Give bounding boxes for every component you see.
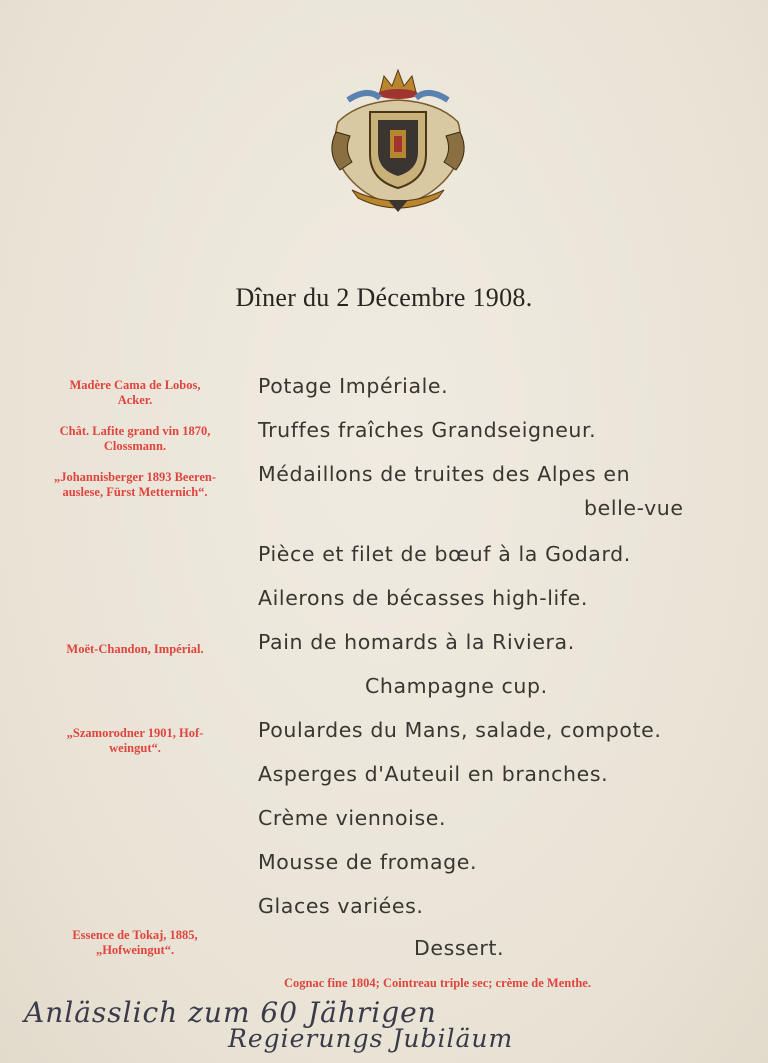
menu-dish: Dessert. — [414, 936, 505, 960]
menu-dish-continuation: belle-vue — [584, 496, 684, 520]
wine-pairing — [22, 470, 248, 500]
wine-pairing — [22, 642, 248, 657]
menu-dish: Pièce et filet de bœuf à la Godard. — [258, 542, 631, 566]
wine-line: Chât. Lafite grand vin 1870, — [59, 424, 211, 438]
menu-dish: Crème viennoise. — [258, 806, 447, 830]
wine-pairing — [22, 378, 248, 408]
wine-line: „Johannisberger 1893 Beeren- — [53, 470, 217, 484]
wine-line: auslese, Fürst Metternich“. — [62, 485, 208, 499]
wine-line: Madère Cama de Lobos, — [69, 378, 201, 392]
menu-dish: Champagne cup. — [365, 674, 548, 698]
wine-line: Clossmann. — [103, 439, 167, 453]
coat-of-arms-icon — [318, 62, 478, 214]
wine-line: „Hofweingut“. — [95, 943, 175, 957]
wine-line: Essence de Tokaj, 1885, — [72, 928, 198, 942]
menu-dish: Poulardes du Mans, salade, compote. — [258, 718, 662, 742]
footer-liqueurs: Cognac fine 1804; Cointreau triple sec; crème de Menthe. — [284, 976, 591, 990]
wine-line: „Szamorodner 1901, Hof- — [66, 726, 204, 740]
menu-dish: Pain de homards à la Riviera. — [258, 630, 575, 654]
handwritten-note-line: Anlässlich zum 60 Jährigen — [24, 996, 437, 1029]
menu-dish: Médaillons de truites des Alpes en — [258, 462, 631, 486]
menu-dish: Asperges d'Auteuil en branches. — [258, 762, 609, 786]
menu-dish: Potage Impériale. — [258, 374, 449, 398]
menu-dish: Truffes fraîches Grandseigneur. — [258, 418, 597, 442]
page-title: Dîner du 2 Décembre 1908. — [235, 283, 533, 312]
menu-dish: Mousse de fromage. — [258, 850, 478, 874]
wine-line: Moët-Chandon, Impérial. — [66, 642, 204, 656]
wine-pairing — [22, 424, 248, 454]
wine-pairing — [22, 726, 248, 756]
wine-line: weingut“. — [109, 741, 161, 755]
handwritten-note-line: Regierungs Jubiläum — [228, 1024, 514, 1053]
wine-pairing — [22, 928, 248, 958]
menu-dish: Glaces variées. — [258, 894, 424, 918]
menu-dish: Ailerons de bécasses high-life. — [258, 586, 588, 610]
wine-line: Acker. — [117, 393, 153, 407]
